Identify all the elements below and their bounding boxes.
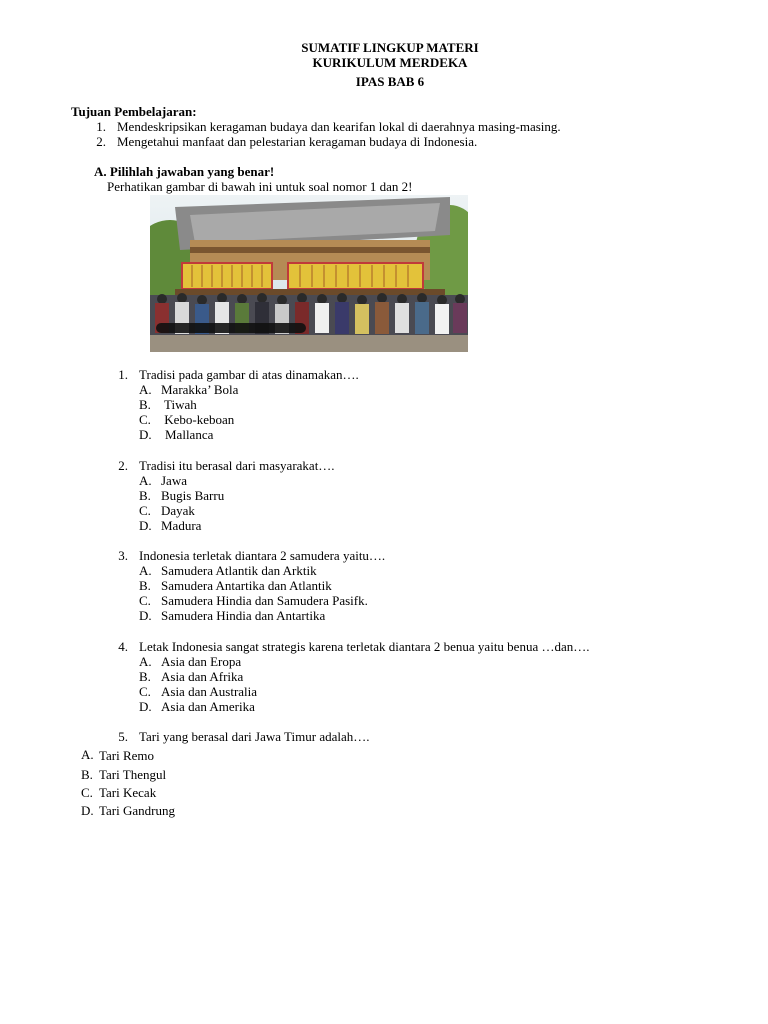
section-a-instruction: Perhatikan gambar di bawah ini untuk soal nomor 1 dan 2! [107, 179, 413, 194]
option-text: Marakka’ Bola [161, 382, 239, 397]
option-letter: B. [139, 669, 151, 684]
section-a-title: A. Pilihlah jawaban yang benar! [94, 164, 275, 179]
option-letter: C. [139, 684, 151, 699]
option-letter: D. [139, 427, 152, 442]
option-letter: A. [139, 654, 152, 669]
tradition-photo [150, 195, 468, 352]
option-text: Dayak [161, 503, 195, 518]
question-text: Indonesia terletak diantara 2 samudera yaitu…. [139, 548, 386, 563]
option-letter: D. [81, 803, 94, 818]
option-text: Tari Gandrung [99, 803, 175, 818]
option-text: Samudera Atlantik dan Arktik [161, 563, 317, 578]
option-text: Samudera Hindia dan Samudera Pasifk. [161, 593, 368, 608]
option-letter: C. [81, 785, 93, 800]
option-text: Kebo-keboan [161, 412, 235, 427]
option-letter: D. [139, 699, 152, 714]
option-letter: C. [139, 593, 151, 608]
option-text: Bugis Barru [161, 488, 225, 503]
question-text: Tradisi pada gambar di atas dinamakan…. [139, 367, 359, 382]
doc-title-line3: IPAS BAB 6 [355, 74, 425, 89]
question-number: 4. [118, 639, 128, 654]
option-letter: A. [139, 382, 152, 397]
objective-number: 2. [96, 134, 106, 149]
question-text: Tradisi itu berasal dari masyarakat…. [139, 458, 335, 473]
option-letter: D. [139, 518, 152, 533]
option-text: Asia dan Australia [161, 684, 258, 699]
option-text: Samudera Hindia dan Antartika [161, 608, 326, 623]
question-number: 3. [118, 548, 128, 563]
doc-title-line2: KURIKULUM MERDEKA [312, 55, 468, 70]
option-letter: B. [139, 488, 151, 503]
option-letter: D. [139, 608, 152, 623]
option-letter: B. [139, 397, 151, 412]
option-letter: A. [139, 563, 152, 578]
option-text: Asia dan Afrika [161, 669, 244, 684]
option-letter: C. [139, 503, 151, 518]
house-moving-illustration [150, 195, 468, 352]
option-letter: B. [139, 578, 151, 593]
objective-number: 1. [96, 119, 106, 134]
option-text: Tari Thengul [99, 767, 167, 782]
option-text: Tiwah [161, 397, 197, 412]
option-text: Tari Remo [99, 748, 155, 763]
question-number: 1. [118, 367, 128, 382]
question-number: 5. [118, 729, 128, 744]
doc-title-line1: SUMATIF LINGKUP MATERI [301, 40, 479, 55]
option-text: Asia dan Eropa [161, 654, 242, 669]
question-text: Letak Indonesia sangat strategis karena terletak diantara 2 benua yaitu benua …dan…. [139, 639, 590, 654]
option-text: Tari Kecak [99, 785, 157, 800]
question-text: Tari yang berasal dari Jawa Timur adalah…. [139, 729, 370, 744]
option-letter: A. [81, 747, 94, 762]
question-number: 2. [118, 458, 128, 473]
option-text: Samudera Antartika dan Atlantik [161, 578, 332, 593]
option-text: Madura [161, 518, 202, 533]
option-text: Mallanca [165, 427, 214, 442]
option-letter: C. [139, 412, 151, 427]
objective-text: Mendeskripsikan keragaman budaya dan kearifan lokal di daerahnya masing-masing. [117, 119, 561, 134]
objective-text: Mengetahui manfaat dan pelestarian keragaman budaya di Indonesia. [117, 134, 478, 149]
objectives-title: Tujuan Pembelajaran: [71, 104, 197, 119]
option-letter: A. [139, 473, 152, 488]
option-letter: B. [81, 767, 93, 782]
option-text: Asia dan Amerika [161, 699, 255, 714]
option-text: Jawa [161, 473, 187, 488]
